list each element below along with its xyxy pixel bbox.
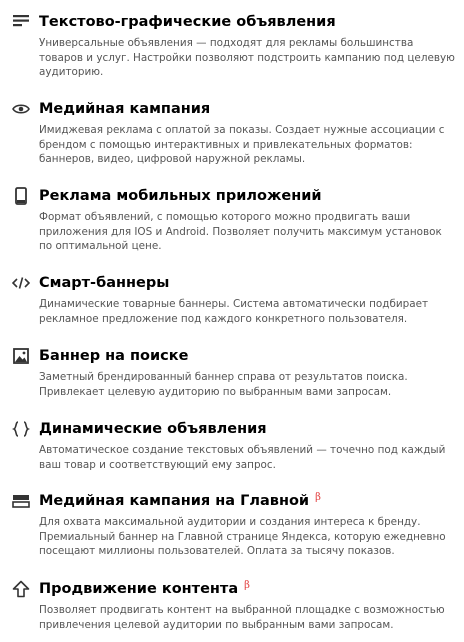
campaign-type-description: Позволяет продвигать контент на выбранной площадке с возможностью привлечения целевой аудитории по выбранным вами запросам. bbox=[39, 604, 445, 631]
campaign-type-description: Формат объявлений, с помощью которого можно продвигать ваши приложения для IOS и Android. Позволяет получить максимум установок по оптимальной цене. bbox=[39, 211, 442, 252]
eye-icon bbox=[12, 100, 30, 118]
campaign-type-description: Универсальные объявления — подходят для рекламы большинства товаров и услуг. Настройки позволяют подстроить кампанию под целевую аудиторию. bbox=[39, 37, 455, 78]
arrow-up-icon bbox=[12, 580, 30, 598]
campaign-type-title: Реклама мобильных приложений bbox=[39, 188, 322, 204]
smartphone-icon bbox=[12, 187, 30, 205]
campaign-type-title: Текстово-графические объявления bbox=[39, 14, 336, 30]
campaign-type-description: Заметный брендированный баннер справа от результатов поиска. Привлекает целевую аудиторию по выбранным вами запросам. bbox=[39, 371, 408, 398]
campaign-type-description: Динамические товарные баннеры. Система автоматически подбирает рекламное предложение под каждого конкретного пользователя. bbox=[39, 298, 429, 325]
image-icon bbox=[12, 347, 30, 365]
beta-badge: β bbox=[315, 492, 321, 503]
beta-badge: β bbox=[244, 580, 250, 591]
campaign-type-description: Имиджевая реклама с оплатой за показы. Создает нужные ассоциации с брендом с помощью интерактивных и привлекательных форматов: баннеров, видео, цифровой наружной рекламы. bbox=[39, 124, 445, 165]
campaign-type-description: Автоматическое создание текстовых объявлений — точечно под каждый ваш товар и соответствующий ему запрос. bbox=[39, 444, 446, 471]
campaign-type-title: Динамические объявления bbox=[39, 421, 267, 437]
campaign-type-description: Для охвата максимальной аудитории и создания интереса к бренду. Премиальный баннер на Главной странице Яндекса, которую ежедневно посещают миллионы пользователей. Оплата за тысячу показов. bbox=[39, 516, 446, 557]
campaign-type-title: Смарт-баннеры bbox=[39, 275, 170, 291]
text-lines-icon bbox=[12, 13, 30, 31]
campaign-type-title: Продвижение контента $^\beta$ bbox=[39, 580, 250, 597]
campaign-type-title: Медийная кампания на Главной $^\beta$ bbox=[39, 492, 321, 509]
campaign-type-title: Медийная кампания bbox=[39, 101, 211, 117]
curly-braces-icon bbox=[12, 420, 30, 438]
homepage-banner-icon bbox=[12, 492, 30, 510]
code-icon bbox=[12, 274, 30, 292]
campaign-type-title: Баннер на поиске bbox=[39, 348, 189, 364]
